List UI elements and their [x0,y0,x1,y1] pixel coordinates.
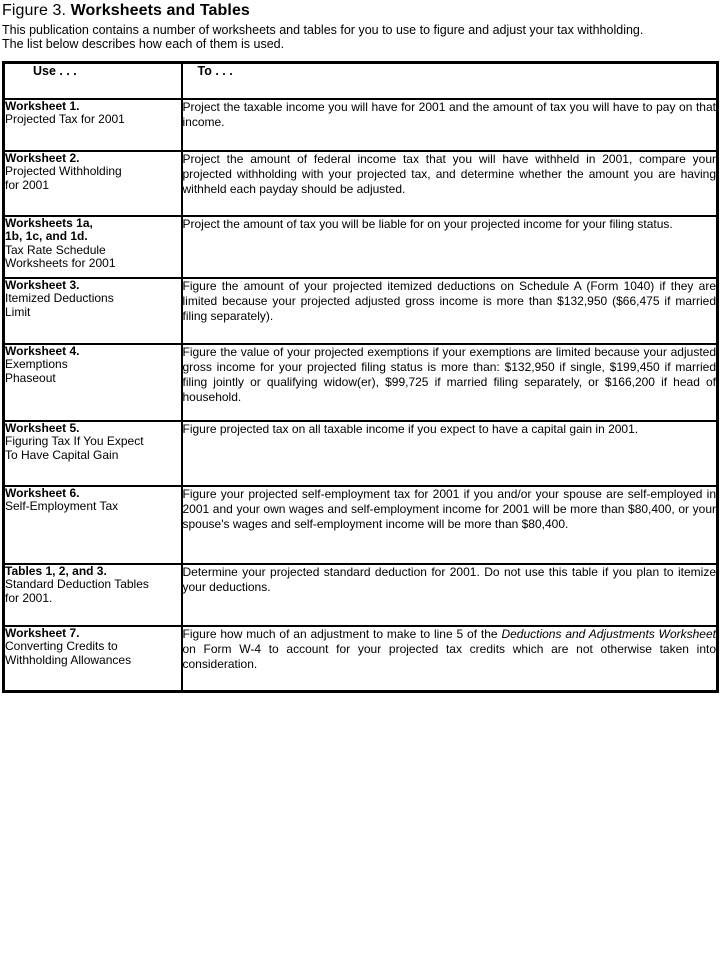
italic-form-reference: Deductions and Adjustments Worksheet [501,626,716,641]
table-header-row [4,63,718,99]
use-cell [4,99,182,151]
intro-paragraph [2,23,719,51]
worksheet-subtitle: Tax Rate Schedule [5,242,106,257]
table-row-2 [4,151,718,216]
use-cell [4,151,182,216]
use-column-header: Use . . . [4,63,182,99]
description-text: Figure projected tax on all taxable income if you expect to have a capital gain in 2001. [182,421,639,436]
table-row-9 [4,626,718,692]
worksheet-subtitle: Limit [5,304,31,319]
table-row-3 [4,216,718,278]
worksheet-subtitle: Converting Credits to [5,639,118,653]
worksheet-subtitle: Itemized Deductions [5,291,114,305]
use-cell [4,421,182,486]
worksheet-name: Worksheet 7. [5,625,80,640]
figure-label: Figure 3. [2,2,67,19]
table-row-1 [4,99,718,151]
worksheet-subtitle: for 2001 [5,177,50,192]
to-cell [182,421,718,486]
use-cell [4,626,182,692]
use-cell [4,344,182,421]
worksheet-name: Worksheet 2. [5,150,80,165]
worksheet-subtitle: Projected Tax for 2001 [5,112,125,126]
description-text: Project the amount of tax you will be liable for on your projected income for your filing status. [182,216,673,231]
to-cell [182,564,718,626]
to-cell [182,486,718,564]
intro-line-2: The list below describes how each of them is used. [2,37,285,51]
to-cell [182,99,718,151]
worksheet-subtitle: for 2001. [5,590,53,605]
worksheet-subtitle: Figuring Tax If You Expect [5,434,144,448]
worksheet-name: Worksheet 1. [5,98,80,113]
to-column-header: To . . . [182,63,718,99]
worksheet-subtitle: Exemptions [5,357,68,371]
table-row-4 [4,278,718,344]
table-row-8 [4,564,718,626]
table-body [4,99,718,692]
worksheet-subtitle: Worksheets for 2001 [5,256,116,270]
worksheet-name: Worksheet 6. [5,485,80,500]
use-cell [4,278,182,344]
description-text: Figure the amount of your projected itemized deductions on Schedule A (Form 1040) if they are limited because your projected adjusted gross income is more than $132,950 ($66,475 if married filing separately). [182,278,716,323]
description-text: Figure your projected self-employment tax for 2001 if you and/or your spouse are self-employed in 2001 and your own wages and self-employment income for 2001 will be more than $80,400, or your spouse's wages and self-employment income will be more than $80,400. [182,486,716,531]
description-text: on Form W-4 to account for your projected tax credits which are not otherwise taken into consideration. [182,641,716,671]
description-text: Determine your projected standard deduction for 2001. Do not use this table if you plan to itemize your deductions. [182,564,716,594]
description-text: Project the amount of federal income tax that you will have withheld in 2001, compare your projected withholding with your projected tax, and determine whether the amount you are having withheld each payday should be adjusted. [182,151,716,196]
worksheet-name: Worksheet 4. [5,343,80,358]
to-cell [182,344,718,421]
to-cell [182,216,718,278]
worksheets-and-tables-table [2,61,719,693]
to-cell [182,626,718,692]
description-text: Figure how much of an adjustment to make to line 5 of the [182,626,502,641]
worksheet-name: Worksheets 1a, [5,215,93,230]
worksheet-name: Worksheet 3. [5,277,80,292]
use-cell [4,564,182,626]
table-row-7 [4,486,718,564]
description-text: Figure the value of your projected exemptions if your exemptions are limited because your adjusted gross income for your projected filing status is more than: $132,950 if single, $199,450 if married filing jointly or qualifying widow(er), $99,725 if married filing separately, or $166,200 if head of household. [182,344,716,404]
worksheet-subtitle: Phaseout [5,370,56,385]
worksheet-name: 1b, 1c, and 1d. [5,229,88,243]
worksheet-subtitle: Standard Deduction Tables [5,577,149,591]
use-cell [4,216,182,278]
table-row-5 [4,344,718,421]
worksheet-name: Worksheet 5. [5,420,80,435]
page-title [2,2,719,20]
to-cell [182,278,718,344]
table-row-6 [4,421,718,486]
worksheet-name: Tables 1, 2, and 3. [5,563,107,578]
intro-line-1: This publication contains a number of worksheets and tables for you to use to figure and adjust your tax withholding. [2,23,644,37]
figure-title-text: Worksheets and Tables [70,2,250,19]
worksheet-subtitle: Projected Withholding [5,164,122,178]
use-cell [4,486,182,564]
worksheet-subtitle: Self-Employment Tax [5,499,119,513]
worksheet-subtitle: Withholding Allowances [5,652,132,667]
to-cell [182,151,718,216]
worksheet-subtitle: To Have Capital Gain [5,447,119,462]
description-text: Project the taxable income you will have for 2001 and the amount of tax you will have to pay on that income. [182,99,716,129]
